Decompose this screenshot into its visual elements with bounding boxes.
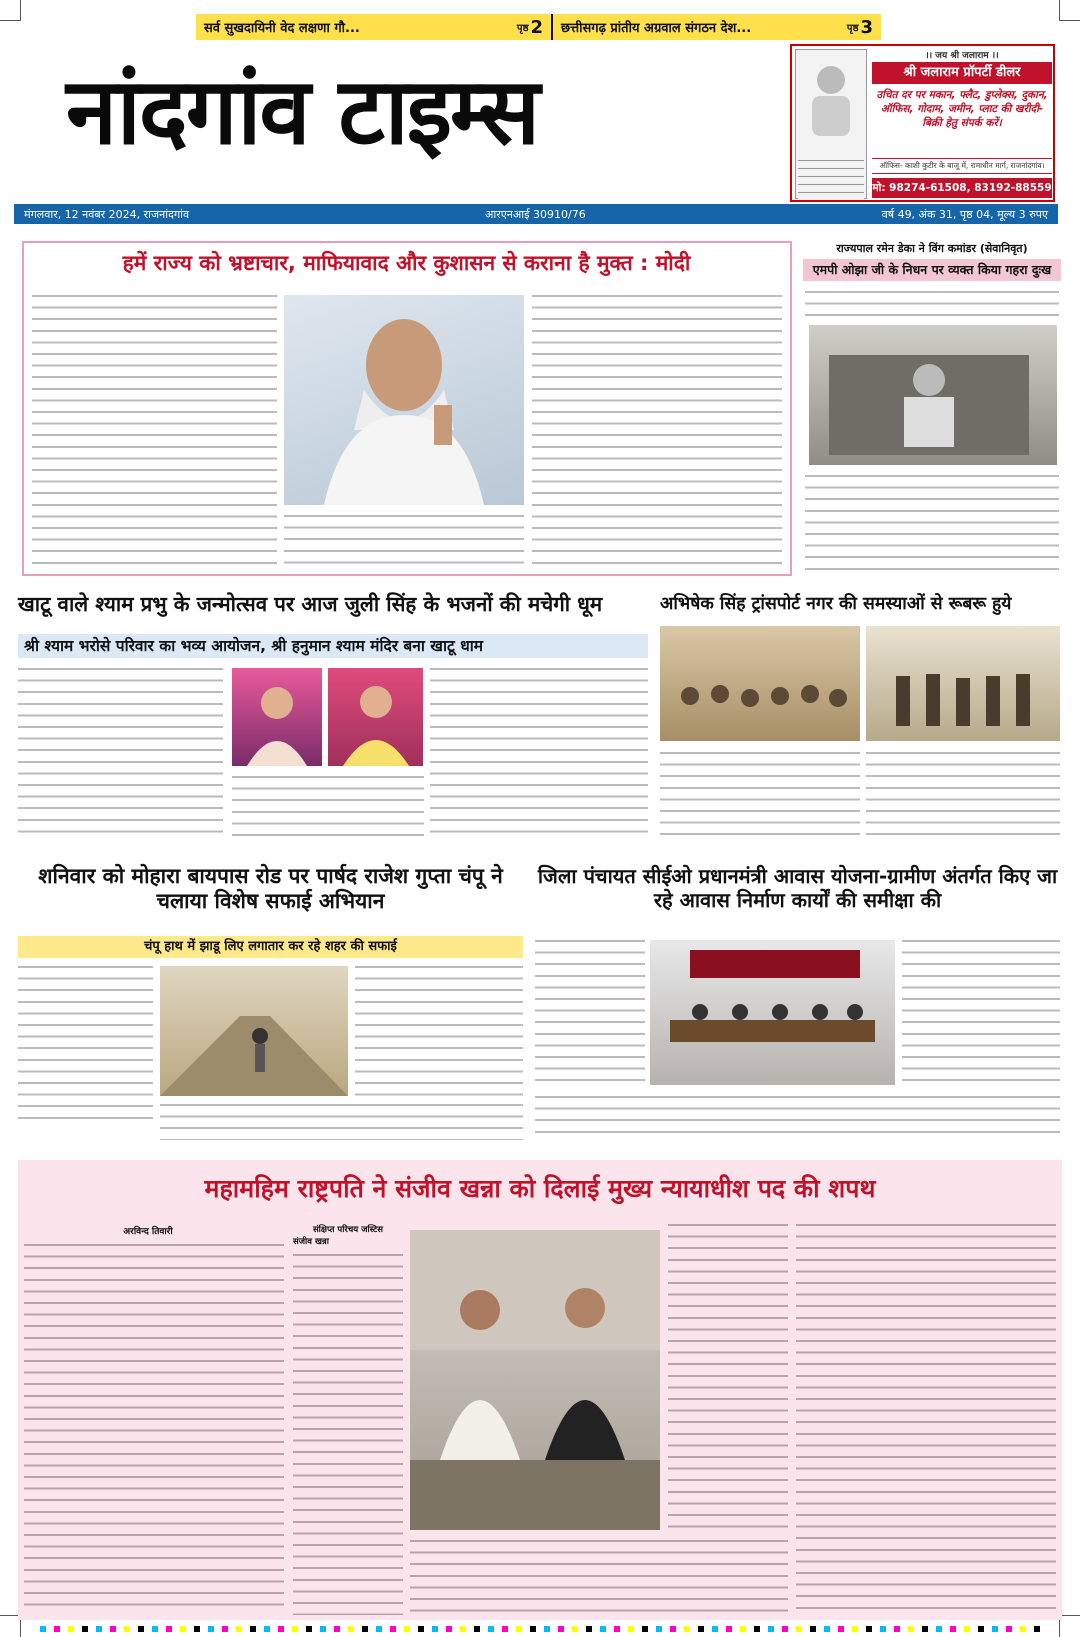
story-cji-col4 — [668, 1220, 788, 1530]
story-khatu-subhead: श्री श्याम भरोसे परिवार का भव्य आयोजन, श्री हनुमान श्याम मंदिर बना खाटू धाम — [18, 634, 648, 658]
teaser-left-num: 2 — [530, 16, 543, 38]
story-governor-body — [805, 471, 1059, 571]
story-cji-box-name: संजीव खन्ना — [293, 1237, 329, 1247]
review-meeting-photo — [650, 940, 895, 1085]
modi-photo — [284, 295, 524, 505]
meeting-icon — [660, 626, 860, 741]
color-registration-strip — [40, 1626, 1040, 1632]
ad-text: उचित दर पर मकान, फ्लैट, डुप्लेक्स, दुकान, ऑफिस, गोदाम, जमीन, प्लाट की खरीदी-बिक्री हेतु संपर्क करें। — [876, 89, 1048, 129]
story-transport-col2 — [866, 748, 1060, 839]
story-awas-headline: जिला पंचायत सीईओ प्रधानमंत्री आवास योजना-ग्रामीण अंतर्गत किए जा रहे आवास निर्माण कार्यों की समीक्षा की — [537, 864, 1058, 912]
teaser-right[interactable] — [551, 14, 881, 40]
story-cji-col5 — [796, 1220, 1056, 1615]
ad-portrait-icon — [796, 50, 866, 150]
masthead-title: नांदगांव टाइम्स — [66, 58, 539, 165]
singer-photo-1 — [232, 668, 322, 766]
story-cleaning-bottom — [160, 1100, 523, 1140]
story-cleaning-col3 — [355, 962, 523, 1122]
teaser-right-page: पृष्ठ — [846, 23, 859, 34]
teaser-left[interactable] — [196, 14, 551, 40]
teaser-left-text: सर्व सुखदायिनी वेद लक्षणा गौ... — [204, 21, 360, 36]
story-modi-col1 — [32, 291, 277, 571]
story-cji-box-title: संक्षिप्त परिचय जस्टिस — [312, 1225, 384, 1235]
dateline — [14, 204, 1058, 224]
singer-caption — [232, 772, 424, 839]
ad-box[interactable] — [790, 44, 1055, 202]
cleaning-photo — [160, 966, 348, 1096]
ad-top-line: ।। जय श्री जलाराम ।। — [925, 51, 999, 61]
singer-photo-2 — [328, 668, 423, 766]
teaser-right-num: 3 — [860, 16, 873, 38]
story-modi-col3 — [532, 291, 782, 571]
crop-mark — [0, 0, 21, 21]
story-transport-headline: अभिषेक सिंह ट्रांसपोर्ट नगर की समस्याओं से रूबरू हुये — [660, 594, 1012, 614]
ad-mobile[interactable]: मो: 98274-61508, 83192-88559 — [872, 178, 1052, 198]
story-transport-col1 — [660, 748, 860, 839]
ad-name: श्री जलाराम प्रॉपर्टी डीलर — [872, 62, 1052, 84]
meeting-photo-1 — [660, 626, 860, 741]
story-awas-col3 — [902, 936, 1060, 1086]
singer-icon — [328, 668, 423, 766]
oath-ceremony-icon — [410, 1230, 660, 1530]
meeting-photo-2 — [866, 626, 1060, 741]
crop-mark — [1059, 0, 1080, 21]
governor-photo — [809, 325, 1057, 465]
modi-photo-icon — [284, 295, 524, 505]
story-governor-lead — [805, 287, 1059, 321]
story-modi — [22, 241, 792, 576]
story-cji — [18, 1160, 1062, 1620]
vintage-photo-icon — [809, 325, 1057, 465]
dateline-issue: वर्ष 49, अंक 31, पृष्ठ 04, मूल्य 3 रुपए — [881, 207, 1048, 221]
teaser-left-page: पृष्ठ — [516, 23, 529, 34]
story-cji-col1 — [24, 1240, 284, 1615]
story-cji-headline: महामहिम राष्ट्रपति ने संजीव खन्ना को दिलाई मुख्य न्यायाधीश पद की शपथ — [204, 1174, 876, 1203]
story-cji-byline: अरविन्द तिवारी — [123, 1227, 173, 1237]
conference-icon — [650, 940, 895, 1085]
story-awas-bottom — [535, 1092, 1060, 1142]
story-cji-col2 — [293, 1250, 403, 1615]
ad-portrait — [795, 49, 867, 199]
story-cleaning-headline: शनिवार को मोहारा बायपास रोड पर पार्षद राजेश गुप्ता चंपू ने चलाया विशेष सफाई अभियान — [38, 864, 503, 914]
story-governor-kicker: राज्यपाल रमेन डेका ने विंग कमांडर (सेवानिवृत) — [836, 242, 1028, 255]
ad-address: ऑफिस- काशी कुटीर के बाजू में, रामाधीन मार्ग, राजनांदगांव। — [872, 158, 1052, 174]
group-icon — [866, 626, 1060, 741]
story-cleaning-col1 — [18, 962, 153, 1122]
modi-photo-caption — [284, 511, 524, 571]
story-modi-headline: हमें राज्य को भ्रष्टाचार, माफियावाद और कुशासन से कराना है मुक्त : मोदी — [122, 251, 691, 275]
oath-photo — [410, 1230, 660, 1530]
story-khatu-col1 — [18, 664, 223, 839]
story-khatu-headline: खाटू वाले श्याम प्रभु के जन्मोत्सव पर आज जुली सिंह के भजनों की मचेगी धूम — [18, 592, 603, 616]
story-awas-col1 — [535, 936, 645, 1086]
dateline-reg: आरएनआई 30910/76 — [484, 207, 586, 221]
story-governor — [803, 241, 1061, 576]
crop-mark — [1059, 1615, 1080, 1637]
story-governor-headline: एमपी ओझा जी के निधन पर व्यक्त किया गहरा दुःख — [803, 259, 1061, 281]
dateline-date: मंगलवार, 12 नवंबर 2024, राजनांदगांव — [24, 207, 190, 221]
story-khatu-col3 — [430, 664, 648, 839]
teaser-right-text: छत्तीसगढ़ प्रांतीय अग्रवाल संगठन देश... — [561, 21, 752, 36]
story-cji-under-photo — [410, 1536, 788, 1616]
singer-icon — [232, 668, 322, 766]
road-icon — [160, 966, 348, 1096]
story-cleaning-subhead: चंपू हाथ में झाडू लिए लगातार कर रहे शहर की सफाई — [18, 936, 523, 958]
